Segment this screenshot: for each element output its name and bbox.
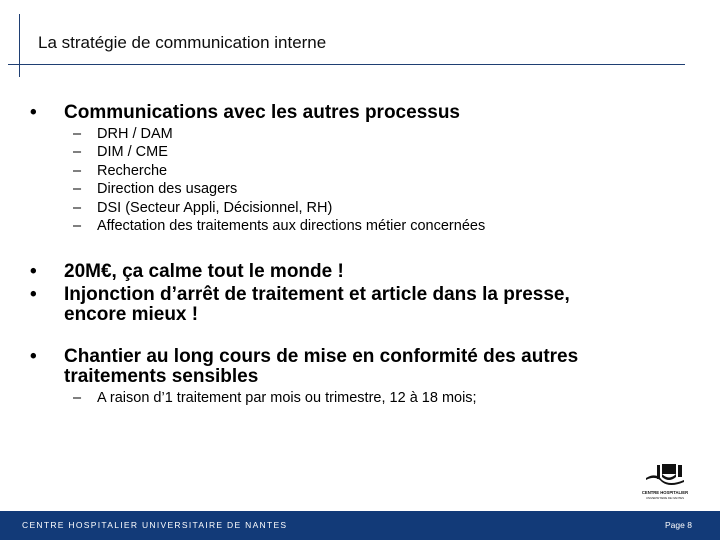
bullet-marker: • <box>30 346 37 367</box>
slide-title: La stratégie de communication interne <box>38 33 327 52</box>
footer-bar <box>0 511 720 540</box>
footer-organization: CENTRE HOSPITALIER UNIVERSITAIRE DE NANTES <box>22 520 288 530</box>
subitem-text: DRH / DAM <box>97 126 173 142</box>
bullet-text-line1: Chantier au long cours de mise en conformité des autres <box>64 346 579 367</box>
dash-marker: – <box>73 181 82 198</box>
bullet-text-line1: Injonction d’arrêt de traitement et article dans la presse, <box>64 284 570 305</box>
logo-subtext: UNIVERSITAIRE DE NANTES <box>645 496 685 500</box>
bullet-text: 20M€, ça calme tout le monde ! <box>64 261 344 282</box>
logo-text: CENTRE HOSPITALIER <box>641 490 689 495</box>
dash-marker: – <box>73 218 82 234</box>
bullet-marker: • <box>30 261 37 282</box>
page-number: Page 8 <box>665 520 692 530</box>
subitem-text: Direction des usagers <box>97 181 238 198</box>
dash-marker: – <box>73 199 82 216</box>
bullet-marker: • <box>30 102 37 123</box>
dash-marker: – <box>73 162 82 179</box>
dash-marker: – <box>73 144 82 161</box>
bullet-marker: • <box>30 284 37 305</box>
bullet-text-line2: encore mieux ! <box>64 304 199 325</box>
subitem-text: DSI (Secteur Appli, Décisionnel, RH) <box>97 199 333 216</box>
title-horizontal-rule <box>8 64 685 65</box>
bullet-text: Communications avec les autres processus <box>64 102 460 123</box>
dash-marker: – <box>73 390 82 406</box>
title-vertical-rule <box>19 14 20 77</box>
subitem-text: DIM / CME <box>97 144 168 161</box>
subitem-text: Recherche <box>97 162 168 179</box>
subitem-text: Affectation des traitements aux directions métier concernées <box>97 218 486 234</box>
hospital-logo-icon <box>640 462 690 502</box>
bullet-text-line2: traitements sensibles <box>64 366 259 387</box>
subitem-text: A raison d’1 traitement par mois ou trimestre, 12 à 18 mois; <box>97 390 477 406</box>
dash-marker: – <box>73 126 82 142</box>
